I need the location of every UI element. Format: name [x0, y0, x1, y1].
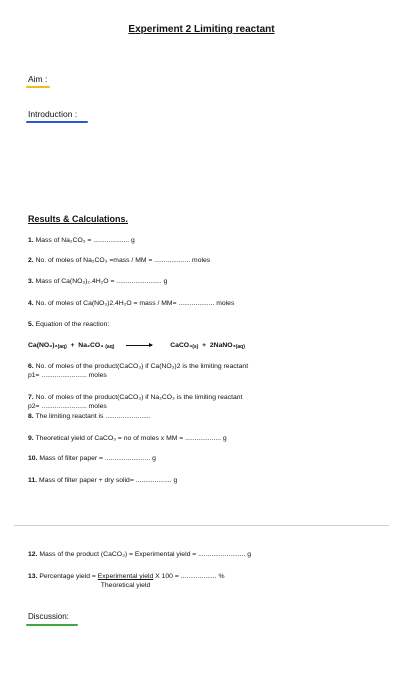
item-text: Mass of the product (CaCO₃) = Experimental yield = ......................... g — [39, 551, 252, 558]
plus-sign: + — [70, 342, 75, 349]
reaction-arrow-icon — [126, 345, 152, 346]
fraction-denominator: Theoretical yield — [100, 582, 151, 589]
item-5 — [28, 320, 109, 329]
item-12 — [28, 550, 251, 559]
product-1: CaCO₃ — [170, 342, 193, 349]
reactant-1-state: (aq) — [57, 344, 67, 350]
item-text: No. of moles of the product(CaCO₃) if Na₂CO₃ is the limiting reactant — [35, 394, 243, 401]
discussion-label: Discussion: — [28, 612, 69, 621]
introduction-underline — [26, 121, 88, 123]
item-3 — [28, 277, 167, 286]
reaction-equation — [28, 342, 245, 350]
product-1-state: (s) — [192, 344, 199, 350]
reactant-1: Ca(NO₃)₂ — [28, 342, 58, 349]
item-number: 8. — [28, 413, 34, 420]
item-text: No. of moles of Na₂CO₃ =mass / MM = ................... moles — [35, 257, 211, 264]
aim-underline — [26, 86, 50, 88]
product-2-state: (aq) — [235, 344, 245, 350]
item-number: 10. — [28, 455, 38, 462]
item-text: No. of moles of Ca(NO₃)2.4H₂O = mass / MM= ................... moles — [35, 300, 235, 307]
item-text: Mass of Ca(NO₃)₂.4H₂O = ........................ g — [35, 278, 168, 285]
item-number: 2. — [28, 257, 34, 264]
item-number: 9. — [28, 435, 34, 442]
introduction-label: Introduction : — [28, 109, 78, 119]
item-suffix: X 100 = ................... % — [155, 573, 225, 580]
item-text: Mass of filter paper = ........................ g — [39, 455, 156, 462]
page-title: Experiment 2 Limiting reactant — [128, 24, 275, 35]
item-text: No. of moles of the product(CaCO₃) if Ca(NO₃)2 is the limiting reactant — [35, 363, 249, 370]
item-number: 12. — [28, 551, 38, 558]
item-prefix: Percentage yield = — [39, 573, 96, 580]
item-number: 13. — [28, 573, 38, 580]
item-number: 11. — [28, 477, 38, 484]
item-number: 3. — [28, 278, 34, 285]
plus-sign: + — [202, 342, 207, 349]
item-number: 7. — [28, 394, 34, 401]
fraction-numerator: Experimental yield — [97, 573, 154, 580]
item-2 — [28, 256, 210, 265]
item-6-answer: p1= ........................ moles — [28, 372, 107, 379]
item-8 — [28, 412, 151, 421]
item-number: 6. — [28, 363, 34, 370]
item-text: Mass of Na₂CO₃ = ................... g — [35, 237, 135, 244]
item-11 — [28, 476, 177, 485]
results-heading: Results & Calculations. — [28, 214, 129, 224]
item-7 — [28, 393, 242, 402]
item-1 — [28, 236, 135, 245]
item-number: 1. — [28, 237, 34, 244]
reactant-2-state: (aq) — [105, 344, 115, 350]
product-2: 2NaNO₃ — [209, 342, 236, 349]
yield-fraction — [98, 572, 154, 590]
item-4 — [28, 299, 234, 308]
discussion-underline — [26, 624, 78, 626]
item-10 — [28, 454, 156, 463]
item-number: 4. — [28, 300, 34, 307]
item-number: 5. — [28, 321, 34, 328]
item-text: Theoretical yield of CaCO₃ = no of moles x MM = ................... g — [35, 435, 227, 442]
reactant-2: Na₂CO₃ — [78, 342, 104, 349]
item-text: The limiting reactant is ........................ — [35, 413, 151, 420]
item-7-answer: p2= ........................ moles — [28, 403, 107, 410]
item-text: Mass of filter paper + dry solid= ................... g — [38, 477, 178, 484]
item-6 — [28, 362, 248, 371]
item-9 — [28, 434, 227, 443]
item-text: Equation of the reaction: — [35, 321, 110, 328]
section-divider — [14, 525, 389, 526]
aim-label: Aim : — [28, 74, 48, 84]
item-13 — [28, 572, 225, 590]
